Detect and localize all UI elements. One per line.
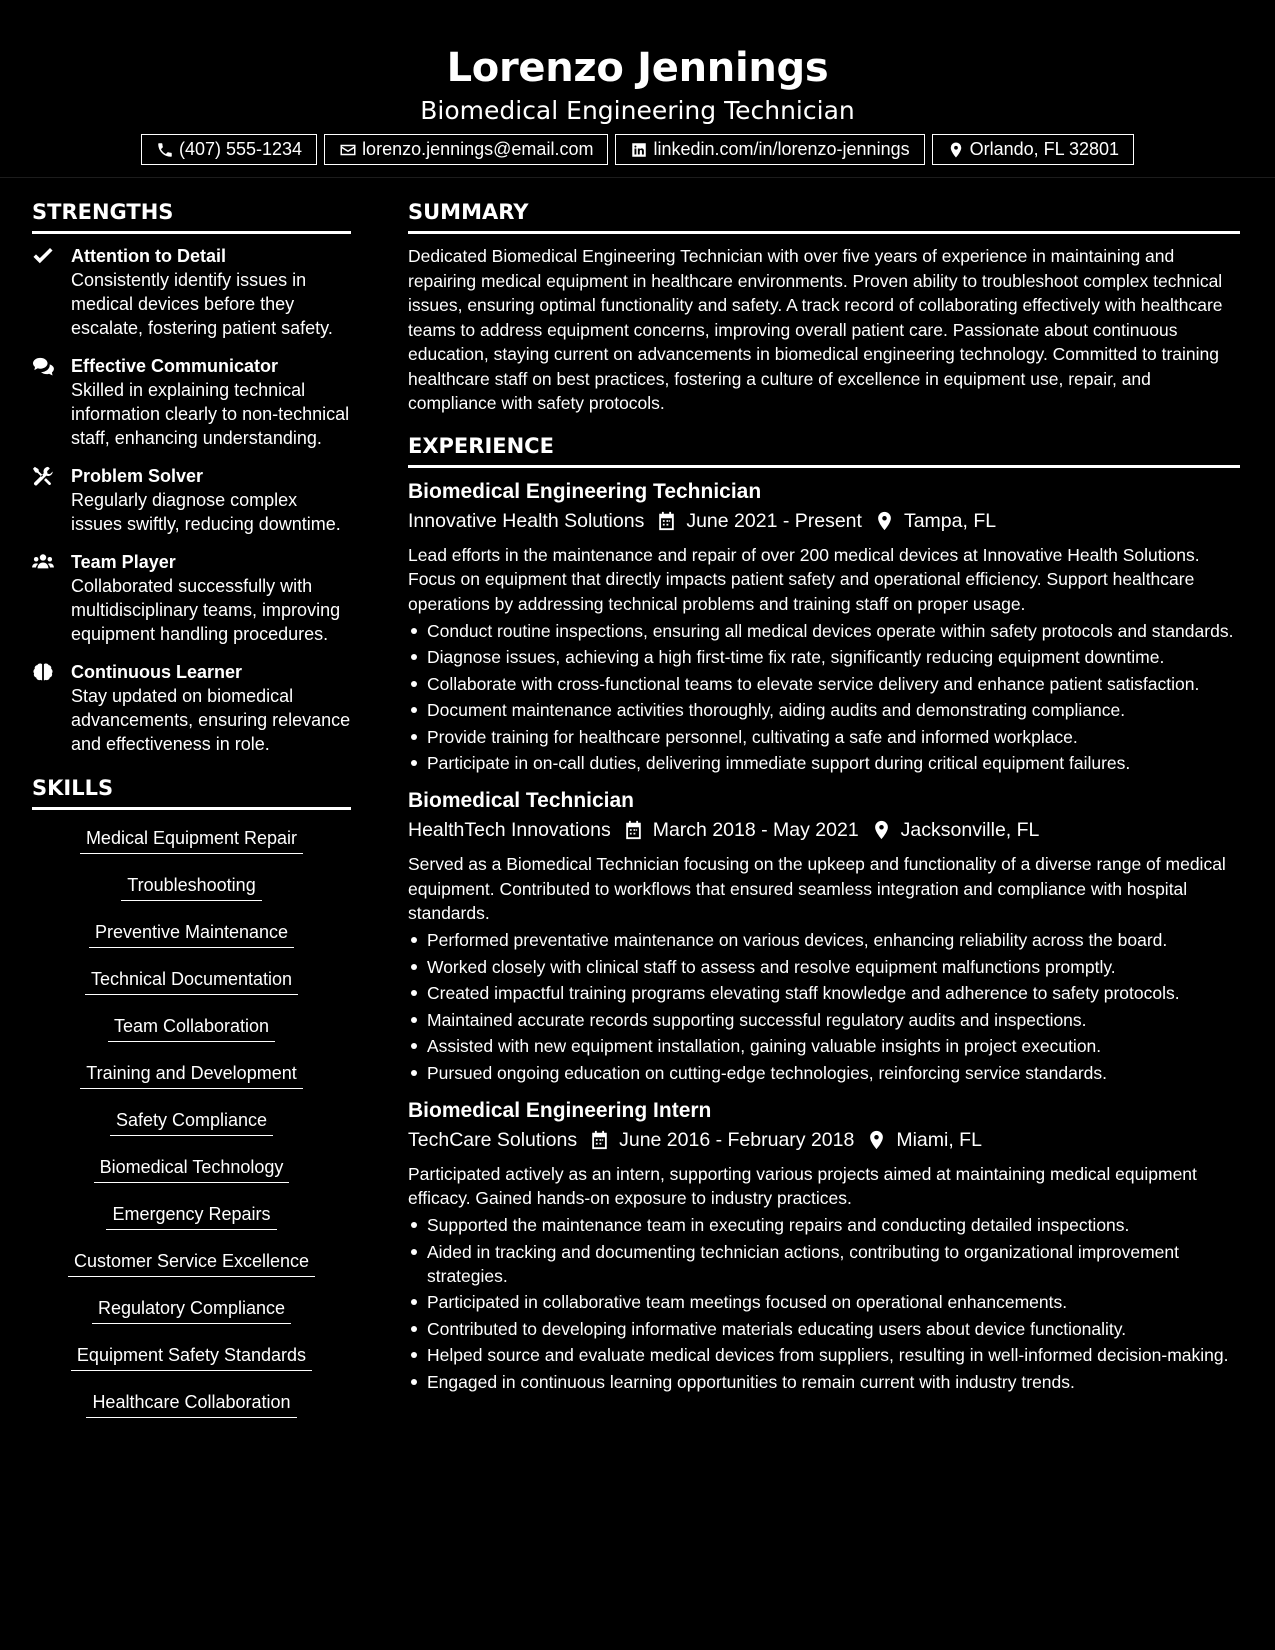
envelope-icon xyxy=(339,141,357,159)
job-location: Miami, FL xyxy=(896,1128,982,1151)
contact-bar xyxy=(0,134,1275,165)
job-title: Biomedical Engineering Technician xyxy=(408,479,762,503)
skill-tag: Biomedical Technology xyxy=(94,1155,290,1183)
strength-item xyxy=(32,464,351,536)
skill-tag: Customer Service Excellence xyxy=(68,1249,315,1277)
strength-item xyxy=(32,354,351,450)
strength-name: Continuous Learner xyxy=(71,662,243,682)
summary-heading: SUMMARY xyxy=(408,196,1240,234)
strength-name: Problem Solver xyxy=(71,466,204,486)
job-bullets xyxy=(408,928,1240,1085)
job-bullet: Performed preventative maintenance on various devices, enhancing reliability across the board. xyxy=(408,928,1240,952)
skill-tag: Healthcare Collaboration xyxy=(86,1390,296,1418)
job-dates: June 2016 - February 2018 xyxy=(619,1128,855,1151)
resume-header xyxy=(0,0,1275,178)
users-icon xyxy=(32,552,54,572)
contact-text: lorenzo.jennings@email.com xyxy=(362,139,594,159)
candidate-name: Lorenzo Jennings xyxy=(446,45,829,91)
job-dates: March 2018 - May 2021 xyxy=(652,819,859,841)
checkmark-icon xyxy=(32,246,54,266)
job-entry xyxy=(408,1097,1240,1394)
job-location: Tampa, FL xyxy=(903,509,997,532)
job-meta xyxy=(408,1125,1240,1155)
map-pin-icon xyxy=(872,820,891,840)
job-entry xyxy=(408,787,1240,1085)
job-location: Jacksonville, FL xyxy=(900,819,1040,841)
skill-tag: Team Collaboration xyxy=(108,1014,275,1042)
main-column xyxy=(408,196,1240,1406)
job-entry xyxy=(408,478,1240,776)
calendar-icon xyxy=(657,511,676,531)
strength-desc: Stay updated on biomedical advancements, ensuring relevance and effectiveness in role. xyxy=(71,686,351,754)
job-meta xyxy=(408,815,1240,845)
job-bullet: Provide training for healthcare personnel, cultivating a safe and informed workplace. xyxy=(408,725,1240,749)
job-bullet: Worked closely with clinical staff to assess and resolve equipment malfunctions promptly. xyxy=(408,955,1240,979)
brain-icon xyxy=(32,662,54,682)
job-bullets xyxy=(408,1213,1240,1394)
skills-list xyxy=(32,820,351,1437)
job-description: Participated actively as an intern, supporting various projects aimed at maintaining medical equipment efficacy. Gained hands-on exposure to industry practices. xyxy=(408,1163,1197,1208)
map-pin-icon xyxy=(947,141,965,159)
job-bullet: Aided in tracking and documenting technician actions, contributing to organizational improvement strategies. xyxy=(408,1240,1240,1288)
skill-tag: Training and Development xyxy=(80,1061,302,1089)
strength-item xyxy=(32,550,351,646)
strength-item xyxy=(32,244,351,340)
job-dates: June 2021 - Present xyxy=(686,509,862,532)
strength-name: Effective Communicator xyxy=(71,356,279,376)
skill-tag: Equipment Safety Standards xyxy=(71,1343,312,1371)
phone-icon xyxy=(156,141,174,159)
job-description: Served as a Biomedical Technician focusing on the upkeep and functionality of a diverse range of medical equipment. Contributed to workflows that ensured seamless integration and compliance with hospital standards. xyxy=(408,854,1226,923)
job-bullet: Document maintenance activities thoroughly, aiding audits and demonstrating compliance. xyxy=(408,698,1240,722)
job-bullet: Helped source and evaluate medical devices from suppliers, resulting in well-informed decision-making. xyxy=(408,1343,1240,1367)
job-bullet: Assisted with new equipment installation, gaining valuable insights in project execution. xyxy=(408,1034,1240,1058)
job-bullet: Engaged in continuous learning opportunities to remain current with industry trends. xyxy=(408,1370,1240,1394)
job-company: TechCare Solutions xyxy=(408,1128,578,1151)
experience-heading: EXPERIENCE xyxy=(408,430,1240,468)
job-bullet: Pursued ongoing education on cutting-edge technologies, reinforcing service standards. xyxy=(408,1061,1240,1085)
sidebar xyxy=(32,196,351,1437)
map-pin-icon xyxy=(867,1130,886,1150)
job-company: HealthTech Innovations xyxy=(408,819,611,841)
strength-desc: Consistently identify issues in medical devices before they escalate, fostering patient safety. xyxy=(71,270,333,338)
strength-name: Attention to Detail xyxy=(71,246,226,266)
tools-icon xyxy=(32,466,54,486)
job-bullets xyxy=(408,619,1240,776)
job-bullet: Diagnose issues, achieving a high first-time fix rate, significantly reducing equipment downtime. xyxy=(408,645,1240,669)
summary-text: Dedicated Biomedical Engineering Technician with over five years of experience in maintaining and repairing medical equipment in healthcare environments. Proven ability to troubleshoot complex technical issues, ensuring optimal functionality and safety. A track record of collaborating effectively with healthcare teams to address equipment concerns, improving overall patient care. Passionate about continuous education, staying current on advancements in biomedical engineering technology. Committed to training healthcare staff on best practices, fostering a culture of excellence in equipment use, repair, and compliance with safety protocols. xyxy=(408,246,1223,413)
job-bullet: Created impactful training programs elevating staff knowledge and adherence to safety protocols. xyxy=(408,981,1240,1005)
skill-tag: Regulatory Compliance xyxy=(92,1296,291,1324)
job-title: Biomedical Engineering Intern xyxy=(408,1098,712,1122)
strengths-heading: STRENGTHS xyxy=(32,196,351,234)
calendar-icon xyxy=(590,1130,609,1150)
job-description: Lead efforts in the maintenance and repair of over 200 medical devices at Innovative Health Solutions. Focus on equipment that directly impacts patient safety and operational efficiency. Support healthcare operations by addressing technical problems and training staff on proper usage. xyxy=(408,544,1200,614)
contact-text: Orlando, FL 32801 xyxy=(969,139,1120,159)
job-title: Biomedical Technician xyxy=(408,789,635,812)
contact-phone[interactable] xyxy=(141,134,317,165)
contact-email[interactable] xyxy=(324,134,608,165)
job-bullet: Participate in on-call duties, delivering immediate support during critical equipment failures. xyxy=(408,751,1240,775)
skill-tag: Troubleshooting xyxy=(121,873,261,901)
candidate-title: Biomedical Engineering Technician xyxy=(420,96,855,125)
chat-bubbles-icon xyxy=(32,356,54,376)
strength-name: Team Player xyxy=(71,552,176,572)
skill-tag: Preventive Maintenance xyxy=(89,920,294,948)
job-bullet: Supported the maintenance team in executing repairs and conducting detailed inspections. xyxy=(408,1213,1240,1237)
strength-desc: Regularly diagnose complex issues swiftly, reducing downtime. xyxy=(71,490,341,534)
contact-linkedin[interactable] xyxy=(615,134,924,165)
job-meta xyxy=(408,506,1240,536)
skill-tag: Technical Documentation xyxy=(85,967,298,995)
skill-tag: Emergency Repairs xyxy=(106,1202,276,1230)
map-pin-icon xyxy=(875,511,894,531)
strength-desc: Collaborated successfully with multidisciplinary teams, improving equipment handling procedures. xyxy=(71,576,341,644)
job-company: Innovative Health Solutions xyxy=(408,509,645,532)
contact-text: (407) 555-1234 xyxy=(178,139,303,159)
job-bullet: Contributed to developing informative materials educating users about device functionality. xyxy=(408,1317,1240,1341)
linkedin-icon xyxy=(630,141,648,159)
strength-desc: Skilled in explaining technical information clearly to non-technical staff, enhancing understanding. xyxy=(71,380,350,448)
skills-heading: SKILLS xyxy=(32,772,351,810)
calendar-icon xyxy=(624,820,643,840)
strengths-list xyxy=(32,244,351,756)
job-bullet: Collaborate with cross-functional teams to elevate service delivery and enhance patient satisfaction. xyxy=(408,672,1240,696)
contact-location[interactable] xyxy=(932,134,1134,165)
skill-tag: Medical Equipment Repair xyxy=(80,826,303,854)
job-bullet: Maintained accurate records supporting successful regulatory audits and inspections. xyxy=(408,1008,1240,1032)
job-bullet: Participated in collaborative team meetings focused on operational enhancements. xyxy=(408,1290,1240,1314)
skill-tag: Safety Compliance xyxy=(110,1108,273,1136)
contact-text: linkedin.com/in/lorenzo-jennings xyxy=(653,139,910,159)
strength-item xyxy=(32,660,351,756)
job-bullet: Conduct routine inspections, ensuring all medical devices operate within safety protocols and standards. xyxy=(408,619,1240,643)
